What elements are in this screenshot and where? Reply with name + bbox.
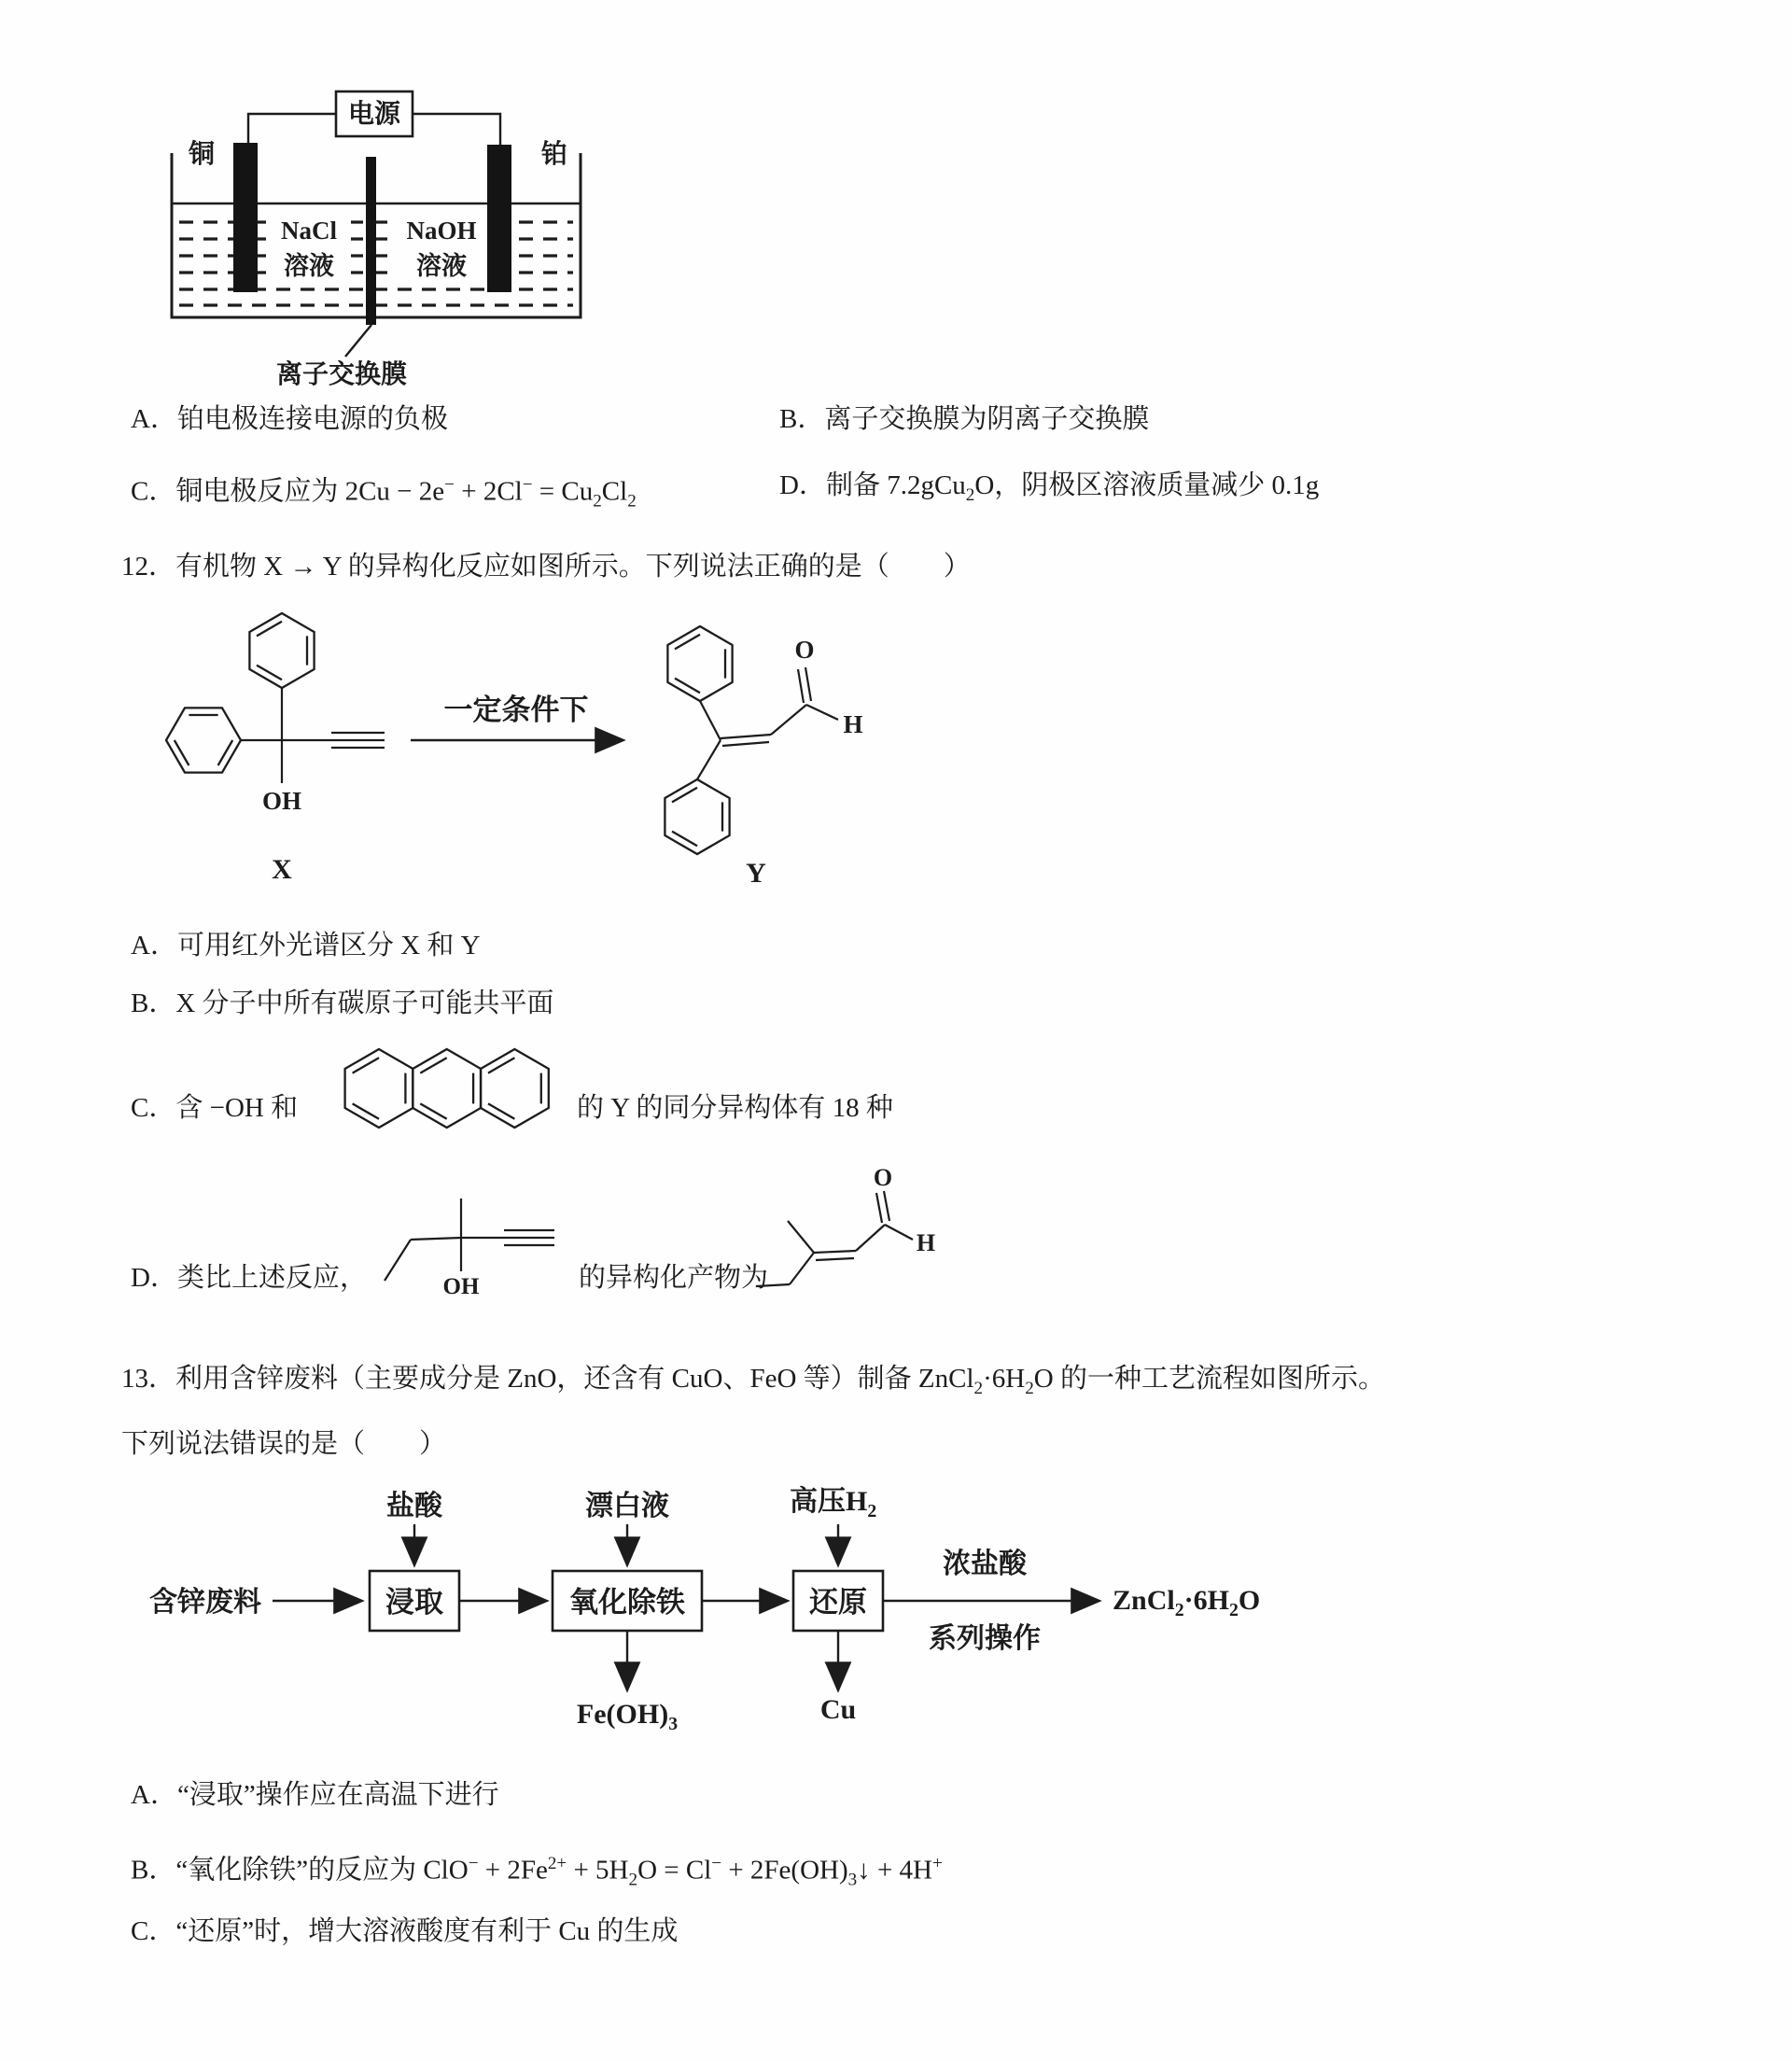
carbonyl-double-bond [884, 1191, 889, 1221]
conc-acid-label: 浓盐酸 [943, 1549, 1027, 1579]
high-pressure-h2-label: 高压$H_2$ [790, 1486, 877, 1521]
bond [856, 1225, 885, 1251]
membrane-label: 离子交换膜 [275, 360, 408, 389]
product-label: $ZnCl_2\cdot 6H_2O$ [1113, 1585, 1261, 1620]
double-bond [814, 1251, 856, 1253]
q13-option-a: A．“浸取”操作应在高温下进行 [131, 1780, 499, 1810]
carbonyl-double-bond [798, 669, 804, 703]
electrolysis-cell-diagram [159, 63, 597, 400]
naoh-label: NaOH [406, 217, 477, 245]
bond [771, 705, 806, 735]
hydrochloric-acid-label: 盐酸 [386, 1491, 442, 1521]
x-label: X [272, 854, 292, 885]
membrane-pointer-line [345, 325, 371, 357]
hydroxyl-label: OH [261, 787, 302, 815]
bond [700, 701, 721, 740]
double-bond [721, 735, 771, 738]
nacl-label: NaCl [281, 217, 337, 245]
q13-stem-2: 下列说法错误的是（ ） [121, 1429, 447, 1459]
copper-label: 铜 [188, 140, 216, 169]
y-label: Y [746, 858, 766, 889]
methyl-bond [788, 1221, 814, 1253]
q13-option-b: B．“氧化除铁”的反应为 $ClO^- + 2Fe^{2+} + 5H_2O = Cl^-$ + $2Fe(OH)_3↓ + 4H^+$ [131, 1854, 943, 1890]
benzene-ring [481, 1049, 549, 1128]
flow-input-label: 含锌废料 [149, 1587, 261, 1618]
iron-removal-label: 氧化除铁 [569, 1586, 685, 1619]
benzene-ring [249, 613, 314, 688]
double-bond [816, 1258, 854, 1260]
nacl-label2: 溶液 [284, 252, 334, 280]
double-bond [722, 742, 769, 746]
iron-hydroxide-label: $Fe(OH)_3$ [576, 1699, 679, 1734]
bond [411, 1238, 461, 1240]
q12-option-a: A．可用红外光谱区分 X 和 Y [131, 931, 481, 960]
series-ops-label: 系列操作 [929, 1623, 1041, 1654]
benzene-ring [345, 1049, 413, 1128]
q11-option-c: C．铜电极反应为 $2Cu - 2e^- + 2Cl^- = Cu_2Cl_2$ [131, 475, 637, 512]
bond [385, 1240, 411, 1281]
carbonyl-double-bond [805, 667, 811, 701]
q12-option-c-prefix: C．含 −OH 和 [131, 1093, 299, 1123]
hydrogen-label: H [916, 1229, 936, 1256]
bond [806, 705, 838, 720]
platinum-electrode [487, 145, 511, 292]
q12-option-d-prefix: D．类比上述反应， [131, 1263, 367, 1293]
platinum-label: 铂 [540, 140, 568, 169]
q12-option-d-suffix: 的异构化产物为 [579, 1263, 769, 1293]
oxygen-label: O [794, 636, 815, 664]
isomerization-reaction-diagram [140, 591, 943, 904]
oxygen-label: O [873, 1164, 893, 1191]
q11-option-a: A．铂电极连接电源的负极 [131, 404, 448, 434]
copper-electrode [233, 143, 258, 292]
q11-option-b: B．离子交换膜为阴离子交换膜 [779, 404, 1150, 434]
q13-option-c: C．“还原”时，增大溶液酸度有利于 Cu 的生成 [131, 1916, 679, 1946]
leach-label: 浸取 [385, 1586, 443, 1619]
bond [697, 740, 721, 779]
bleach-label: 漂白液 [585, 1491, 669, 1521]
q12-stem: 12．有机物 X → Y 的异构化反应如图所示。下列说法正确的是（ ） [121, 552, 971, 582]
q12-option-b: B．X 分子中所有碳原子可能共平面 [131, 988, 554, 1018]
anthracene-structure [332, 1036, 566, 1141]
bond [790, 1253, 814, 1284]
q12-option-c-suffix: 的 Y 的同分异构体有 18 种 [577, 1093, 893, 1123]
copper-byproduct-label: Cu [819, 1694, 857, 1725]
benzene-ring [413, 1049, 481, 1128]
benzene-ring [667, 626, 732, 701]
hydrogen-label: H [843, 710, 863, 738]
carbonyl-double-bond [876, 1193, 882, 1223]
wire-right [413, 114, 500, 149]
naoh-label2: 溶液 [416, 252, 467, 280]
benzene-ring [166, 708, 241, 772]
q11-option-d: D．制备 7.2gCu$_2$O，阴极区溶液质量减少 0.1g [779, 470, 1320, 505]
hydroxyl-label: OH [442, 1274, 480, 1299]
reduction-label: 还原 [809, 1586, 867, 1619]
wire-left [248, 114, 336, 147]
benzene-ring [665, 779, 729, 854]
bond [756, 1284, 790, 1286]
condition-label: 一定条件下 [443, 694, 589, 726]
power-supply-label: 电源 [347, 100, 401, 129]
q13-stem: 13．利用含锌废料（主要成分是 ZnO，还含有 CuO、FeO 等）制备 $ZnCl_2\cdot 6H_2O$ 的一种工艺流程如图所示。 [121, 1364, 1385, 1398]
bond [885, 1225, 913, 1240]
ion-exchange-membrane [366, 157, 376, 325]
pentenal-structure [747, 1164, 938, 1309]
pentynol-structure [373, 1187, 574, 1309]
